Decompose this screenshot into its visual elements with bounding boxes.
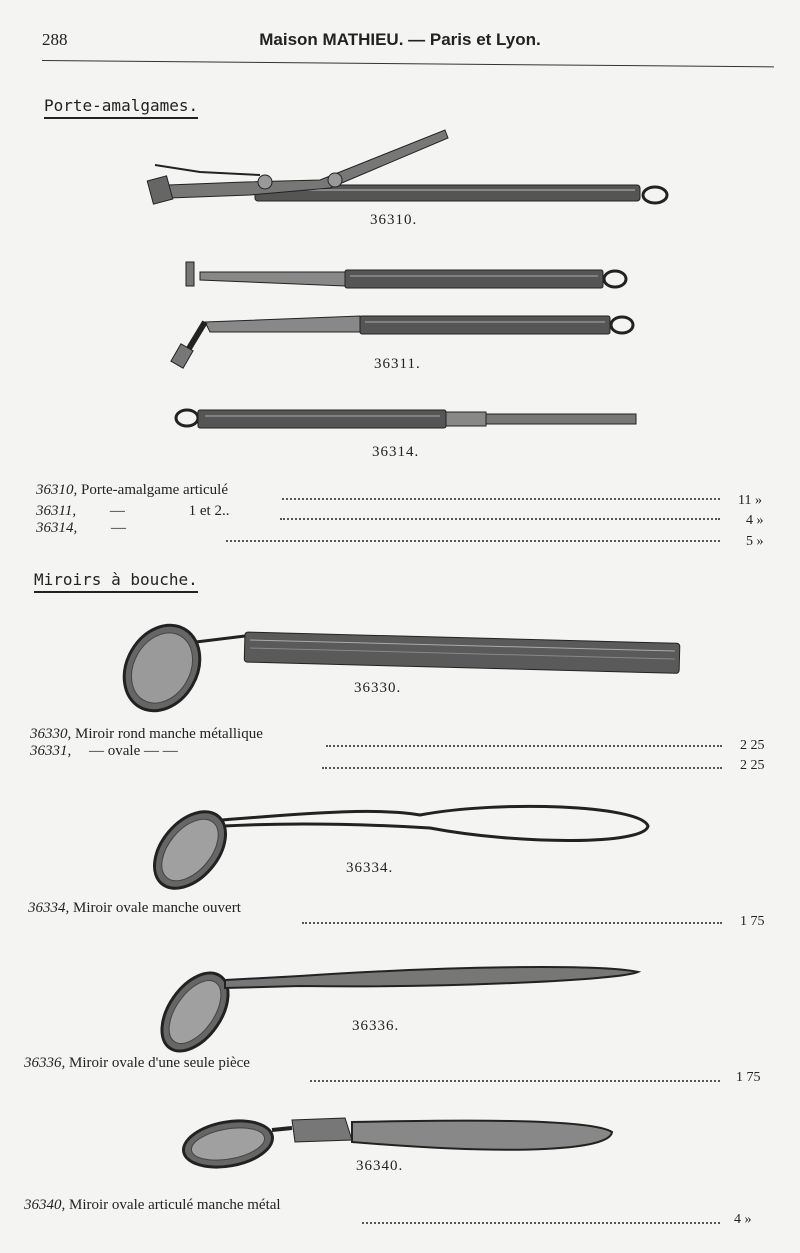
entry-text: — — [111, 520, 126, 536]
entry-price: 2 25 — [740, 758, 765, 773]
entry-text: — ovale — — — [89, 743, 178, 759]
caption-36336: 36336. — [352, 1018, 400, 1034]
entry-code: 36314, — [36, 520, 78, 536]
entry-code: 36336, — [24, 1055, 66, 1071]
page-header-title: Maison MATHIEU. — Paris et Lyon. — [259, 30, 541, 49]
section-title-porte-amalgames: Porte-amalgames. — [44, 96, 198, 119]
caption-36340: 36340. — [356, 1158, 404, 1174]
entry-36340 — [24, 1197, 281, 1214]
entry-text: Miroir ovale manche ouvert — [73, 900, 241, 916]
entry-price: 1 75 — [736, 1070, 761, 1085]
page-number: 288 — [42, 30, 68, 49]
caption-36330: 36330. — [354, 680, 402, 696]
entry-price: 2 25 — [740, 738, 765, 753]
entry-price: 11 » — [738, 493, 762, 508]
entry-text: Miroir ovale articulé manche métal — [69, 1197, 281, 1213]
entry-code: 36311, — [36, 503, 77, 519]
entry-code: 36334, — [28, 900, 70, 916]
entry-text-2: 1 et 2.. — [188, 503, 230, 519]
entry-price: 4 » — [734, 1212, 752, 1227]
caption-36310: 36310. — [370, 212, 418, 228]
leader-dots — [362, 1222, 720, 1224]
entry-price: 1 75 — [740, 914, 765, 929]
entry-price: 4 » — [746, 513, 764, 528]
entry-text: — — [109, 503, 125, 519]
entry-code: 36330, — [30, 726, 72, 742]
caption-36334: 36334. — [346, 860, 394, 876]
entry-text: Miroir rond manche métallique — [75, 726, 263, 742]
entry-text: Miroir ovale d'une seule pièce — [69, 1055, 250, 1071]
entry-code: 36310, — [36, 482, 78, 498]
section-title-miroirs: Miroirs à bouche. — [34, 570, 198, 593]
entry-code: 36340, — [24, 1197, 66, 1213]
entry-text: Porte-amalgame articulé — [81, 482, 229, 498]
caption-36311: 36311. — [374, 356, 421, 372]
entry-price: 5 » — [746, 534, 764, 549]
entry-code: 36331, — [30, 743, 72, 759]
caption-36314: 36314. — [372, 444, 420, 460]
